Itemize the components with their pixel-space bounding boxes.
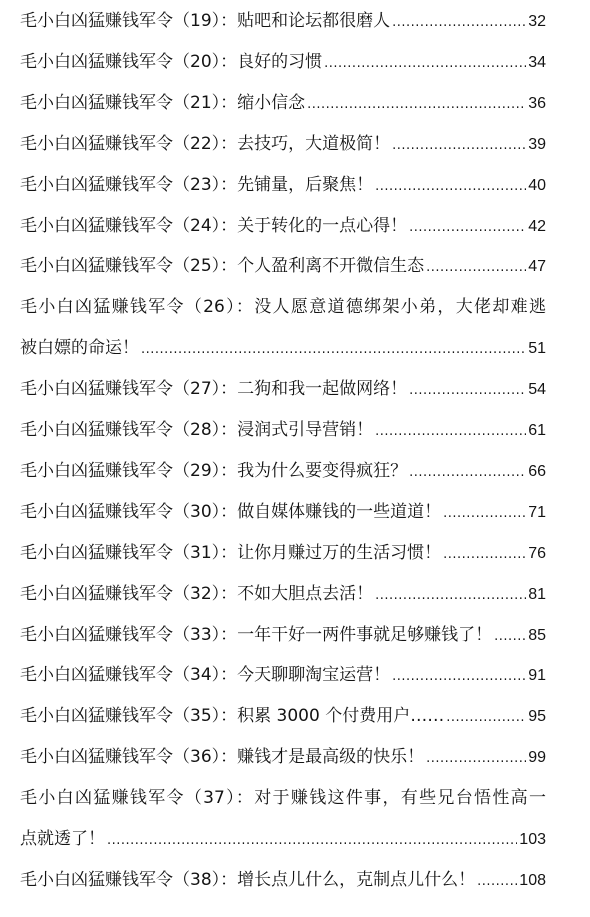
page-number: 36 — [528, 94, 546, 112]
toc-entry-27[interactable] — [20, 374, 546, 404]
page-number: 103 — [519, 831, 546, 848]
entry-title-continued: 被白嫖的命运！ — [20, 338, 139, 359]
page-number: 81 — [528, 585, 546, 603]
page-number: 32 — [528, 13, 546, 30]
dot-leader — [409, 213, 526, 243]
toc-entry-37[interactable] — [20, 783, 546, 813]
entry-title: 毛小白凶猛赚钱军令（38）：增长点儿什么，克制点儿什么！ — [20, 869, 476, 890]
entry-title: 毛小白凶猛赚钱军令（21）：缩小信念 — [20, 92, 306, 113]
toc-entry-25[interactable] — [20, 251, 546, 281]
dot-leader — [141, 335, 526, 365]
toc-entry-28[interactable] — [20, 415, 546, 445]
dot-leader — [107, 826, 517, 856]
dot-leader — [443, 499, 526, 529]
entry-title: 毛小白凶猛赚钱军令（19）：贴吧和论坛都很磨人 — [20, 11, 391, 31]
dot-leader — [375, 581, 526, 611]
dot-leader — [375, 417, 526, 447]
toc-entry-33[interactable] — [20, 620, 546, 650]
dot-leader — [324, 49, 526, 79]
entry-title: 毛小白凶猛赚钱军令（27）：二狗和我一起做网络！ — [20, 379, 408, 400]
toc-entry-37-continued[interactable] — [20, 824, 546, 854]
page-number: 47 — [528, 258, 546, 276]
toc-entry-26-continued[interactable] — [20, 333, 546, 363]
page-number: 95 — [528, 708, 546, 726]
toc-entry-38[interactable] — [20, 865, 546, 895]
toc-entry-21[interactable] — [20, 88, 546, 118]
dot-leader — [477, 867, 517, 897]
page-number: 85 — [528, 626, 546, 644]
toc-entry-34[interactable] — [20, 660, 546, 690]
page-number: 76 — [528, 544, 546, 562]
dot-leader — [426, 253, 526, 283]
entry-title: 毛小白凶猛赚钱军令（24）：关于转化的一点心得！ — [20, 215, 408, 236]
toc-entry-22[interactable] — [20, 129, 546, 159]
entry-title: 毛小白凶猛赚钱军令（25）：个人盈利离不开微信生态 — [20, 256, 425, 277]
dot-leader — [409, 376, 526, 406]
dot-leader — [494, 622, 526, 652]
toc-entry-24[interactable] — [20, 211, 546, 241]
page-number: 42 — [528, 217, 546, 235]
entry-title: 毛小白凶猛赚钱军令（32）：不如大胆点去活！ — [20, 583, 374, 604]
page-number: 51 — [528, 340, 546, 358]
entry-title: 毛小白凶猛赚钱军令（22）：去技巧，大道极简！ — [20, 133, 391, 154]
entry-title: 毛小白凶猛赚钱军令（37）：对于赚钱这件事，有些兄台悟性高一 — [20, 788, 546, 809]
dot-leader — [443, 540, 526, 570]
page-number: 99 — [528, 749, 546, 767]
entry-title: 毛小白凶猛赚钱军令（20）：良好的习惯 — [20, 51, 323, 72]
entry-title-continued: 点就透了！ — [20, 829, 105, 849]
entry-title: 毛小白凶猛赚钱军令（35）：积累 3000 个付费用户…… — [20, 706, 445, 727]
toc-entry-30[interactable] — [20, 497, 546, 527]
dot-leader — [307, 90, 526, 120]
toc-entry-20[interactable] — [20, 47, 546, 77]
entry-title: 毛小白凶猛赚钱军令（26）：没人愿意道德绑架小弟，大佬却难逃 — [20, 297, 546, 318]
toc-entry-35[interactable] — [20, 701, 546, 731]
toc-entry-31[interactable] — [20, 538, 546, 568]
toc-entry-26[interactable] — [20, 292, 546, 322]
toc-entry-36[interactable] — [20, 742, 546, 772]
dot-leader — [375, 172, 526, 202]
page-number: 71 — [528, 503, 546, 521]
toc-entry-32[interactable] — [20, 579, 546, 609]
entry-title: 毛小白凶猛赚钱军令（33）：一年干好一两件事就足够赚钱了！ — [20, 624, 493, 645]
dot-leader — [392, 662, 526, 692]
dot-leader — [392, 8, 526, 38]
dot-leader — [409, 458, 526, 488]
entry-title: 毛小白凶猛赚钱军令（36）：赚钱才是最高级的快乐！ — [20, 747, 425, 768]
page-number: 40 — [528, 176, 546, 194]
toc-entry-23[interactable] — [20, 170, 546, 200]
dot-leader — [392, 131, 526, 161]
dot-leader — [446, 703, 526, 733]
page-number: 34 — [528, 53, 546, 71]
entry-title: 毛小白凶猛赚钱军令（30）：做自媒体赚钱的一些道道！ — [20, 501, 442, 522]
toc-entry-29[interactable] — [20, 456, 546, 486]
page-number: 39 — [528, 135, 546, 153]
entry-title: 毛小白凶猛赚钱军令（31）：让你月赚过万的生活习惯！ — [20, 542, 442, 563]
page-number: 108 — [519, 871, 546, 889]
page-number: 54 — [528, 381, 546, 399]
entry-title: 毛小白凶猛赚钱军令（23）：先铺量，后聚焦！ — [20, 174, 374, 195]
entry-title: 毛小白凶猛赚钱军令（29）：我为什么要变得疯狂？ — [20, 460, 408, 481]
entry-title: 毛小白凶猛赚钱军令（34）：今天聊聊淘宝运营！ — [20, 665, 391, 686]
entry-title: 毛小白凶猛赚钱军令（28）：浸润式引导营销！ — [20, 420, 374, 440]
page-number: 61 — [528, 422, 546, 439]
page-number: 91 — [528, 667, 546, 685]
toc-entry-19[interactable] — [20, 6, 546, 36]
dot-leader — [426, 744, 526, 774]
page-number: 66 — [528, 462, 546, 480]
